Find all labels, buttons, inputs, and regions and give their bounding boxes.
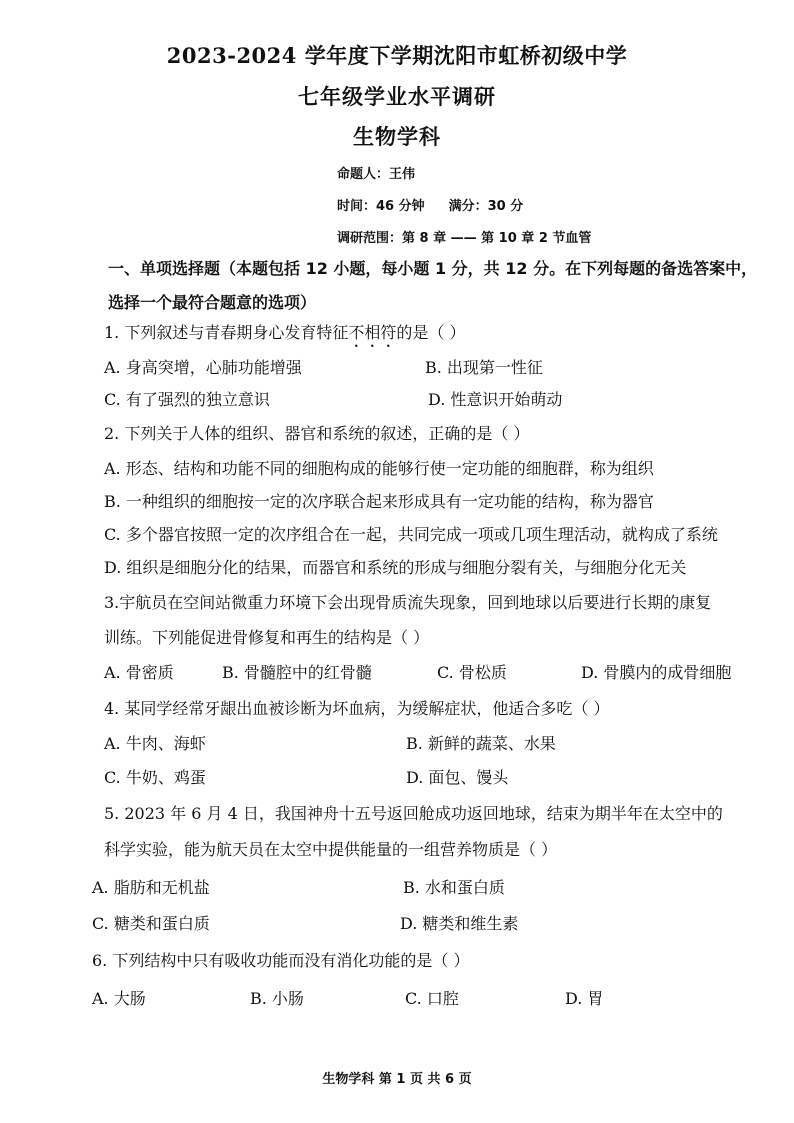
question-1-stem-prefix: 1. 下列叙述与青春期身心发育特征 <box>104 323 349 342</box>
question-1-stem <box>104 320 465 351</box>
question-4-option-d: D. 面包、馒头 <box>406 768 509 787</box>
question-4-stem: 4. 某同学经常牙龈出血被诊断为坏血病，为缓解症状，他适合多吃（ ） <box>104 699 610 718</box>
question-2-option-b: B. 一种组织的细胞按一定的次序联合起来形成具有一定功能的结构，称为器官 <box>104 492 654 511</box>
question-1-option-a: A. 身高突增，心肺功能增强 <box>104 358 302 377</box>
question-3-option-d: D. 骨膜内的成骨细胞 <box>581 663 732 682</box>
question-1-option-c: C. 有了强烈的独立意识 <box>104 390 270 409</box>
page-footer: 生物学科 第 1 页 共 6 页 <box>322 1072 472 1087</box>
question-6-option-c: C. 口腔 <box>405 989 459 1008</box>
exam-full-score: 满分：30 分 <box>448 199 524 214</box>
exam-subject: 生物学科 <box>353 124 441 149</box>
question-6-option-a: A. 大肠 <box>92 989 146 1008</box>
exam-time: 时间：46 分钟 <box>337 199 425 214</box>
question-2-option-d: D. 组织是细胞分化的结果，而器官和系统的形成与细胞分裂有关，与细胞分化无关 <box>104 558 687 577</box>
question-4-option-b: B. 新鲜的蔬菜、水果 <box>406 734 556 753</box>
question-3-option-a: A. 骨密质 <box>104 663 174 682</box>
exam-author: 命题人：王伟 <box>337 167 416 182</box>
question-3-stem-line1: 3.宇航员在空间站微重力环境下会出现骨质流失现象，回到地球以后要进行长期的康复 <box>104 593 712 612</box>
question-1-option-b: B. 出现第一性征 <box>425 358 543 377</box>
section-heading: 一、单项选择题（本题包括 12 小题，每小题 1 分，共 12 分。在下列每题的备选答案中， <box>108 259 758 278</box>
exam-title: 2023-2024 学年度下学期沈阳市虹桥初级中学 <box>166 43 628 68</box>
question-3-stem-line2: 训练。下列能促进骨修复和再生的结构是（ ） <box>104 628 430 647</box>
exam-scope: 调研范围：第 8 章 —— 第 10 章 2 节血管 <box>337 231 592 246</box>
section-heading-cont: 选择一个最符合题意的选项） <box>108 293 317 312</box>
question-5-option-d: D. 糖类和维生素 <box>400 914 519 933</box>
question-6-stem: 6. 下列结构中只有吸收功能而没有消化功能的是（ ） <box>92 951 470 970</box>
exam-subtitle: 七年级学业水平调研 <box>298 84 496 109</box>
question-6-option-d: D. 胃 <box>565 989 604 1008</box>
question-1-stem-suffix: 的是（ ） <box>396 323 466 342</box>
question-5-stem-line2: 科学实验，能为航天员在太空中提供能量的一组营养物质是（ ） <box>104 840 558 859</box>
question-5-option-c: C. 糖类和蛋白质 <box>92 914 210 933</box>
question-1-option-d: D. 性意识开始萌动 <box>428 390 563 409</box>
question-5-option-b: B. 水和蛋白质 <box>403 878 505 897</box>
question-4-option-a: A. 牛肉、海虾 <box>104 734 206 753</box>
question-2-stem: 2. 下列关于人体的组织、器官和系统的叙述，正确的是（ ） <box>104 424 530 443</box>
question-3-option-b: B. 骨髓腔中的红骨髓 <box>222 663 372 682</box>
exam-time-score <box>337 195 523 214</box>
question-6-option-b: B. 小肠 <box>250 989 304 1008</box>
question-4-option-c: C. 牛奶、鸡蛋 <box>104 768 206 787</box>
question-5-stem-line1: 5. 2023 年 6 月 4 日，我国神舟十五号返回舱成功返回地球，结束为期半年在太空中的 <box>104 804 723 823</box>
question-3-option-c: C. 骨松质 <box>437 663 507 682</box>
question-2-option-c: C. 多个器官按照一定的次序组合在一起，共同完成一项或几项生理活动，就构成了系统 <box>104 525 718 544</box>
question-2-option-a: A. 形态、结构和功能不同的细胞构成的能够行使一定功能的细胞群，称为组织 <box>104 459 654 478</box>
question-5-option-a: A. 脂肪和无机盐 <box>92 878 210 897</box>
question-1-stem-emphasis: 不相符 <box>348 323 397 342</box>
